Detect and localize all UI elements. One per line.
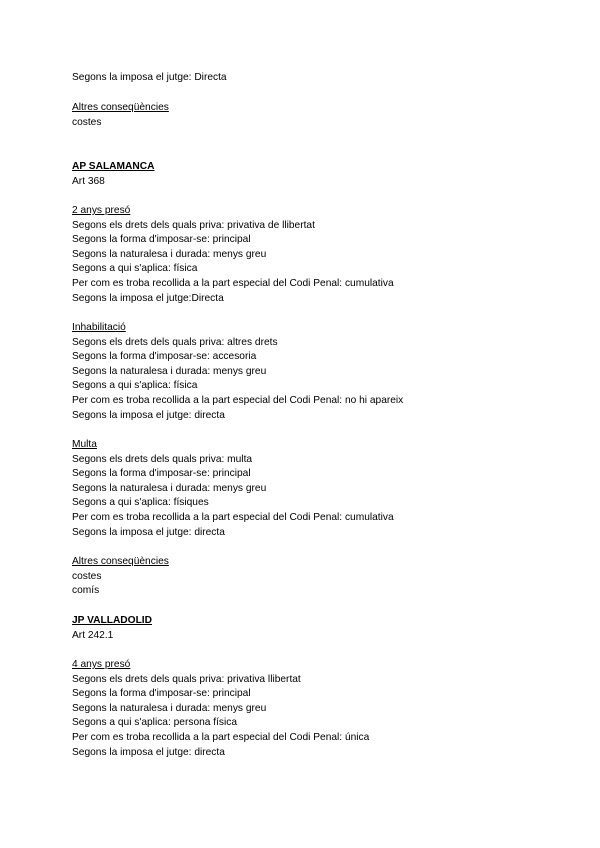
valladolid-preso-block <box>72 658 552 760</box>
article-ref: Art 368 <box>72 175 105 187</box>
penalty-line: Segons la imposa el jutge: directa <box>72 526 225 538</box>
intro-altres-block <box>72 101 552 130</box>
penalty-line: Segons la naturalesa i durada: menys greu <box>72 248 267 260</box>
altres-heading: Altres conseqüències <box>72 556 169 567</box>
penalty-line: Segons la naturalesa i durada: menys greu <box>72 702 267 714</box>
altres-item: comís <box>72 585 100 597</box>
section-title: JP VALLADOLID <box>72 615 152 626</box>
penalty-line: Segons la naturalesa i durada: menys greu <box>72 365 267 377</box>
article-ref: Art 242.1 <box>72 629 114 641</box>
intro-jutge-block <box>72 71 552 86</box>
salamanca-altres-block <box>72 555 552 599</box>
section-title: AP SALAMANCA <box>72 161 155 172</box>
penalty-line: Per com es troba recollida a la part especial del Codi Penal: cumulativa <box>72 277 394 289</box>
penalty-line: Per com es troba recollida a la part especial del Codi Penal: cumulativa <box>72 511 394 523</box>
penalty-heading: 4 anys presó <box>72 659 131 670</box>
penalty-line: Per com es troba recollida a la part especial del Codi Penal: única <box>72 731 370 743</box>
altres-item: costes <box>72 570 102 582</box>
penalty-heading: Multa <box>72 439 97 450</box>
penalty-line: Segons els drets dels quals priva: privativa de llibertat <box>72 219 315 231</box>
penalty-line: Segons a qui s'aplica: física <box>72 263 198 275</box>
salamanca-preso-block <box>72 204 552 306</box>
penalty-line: Segons a qui s'aplica: física <box>72 380 198 392</box>
penalty-line: Segons els drets dels quals priva: privativa llibertat <box>72 673 301 685</box>
penalty-line: Segons la forma d'imposar-se: principal <box>72 468 251 480</box>
penalty-line: Segons els drets dels quals priva: altres drets <box>72 336 278 348</box>
penalty-line: Segons a qui s'aplica: físiques <box>72 497 209 509</box>
penalty-line: Segons la forma d'imposar-se: principal <box>72 688 251 700</box>
salamanca-title-block <box>72 160 552 189</box>
penalty-line: Segons la imposa el jutge: directa <box>72 409 225 421</box>
penalty-line: Per com es troba recollida a la part especial del Codi Penal: no hi apareix <box>72 394 404 406</box>
penalty-line: Segons la imposa el jutge:Directa <box>72 292 224 304</box>
penalty-line: Segons la imposa el jutge: directa <box>72 746 225 758</box>
salamanca-inhabilitacio-block <box>72 321 552 423</box>
valladolid-title-block <box>72 614 552 643</box>
salamanca-multa-block <box>72 438 552 540</box>
penalty-heading: Inhabilitació <box>72 322 126 333</box>
altres-item: costes <box>72 116 102 128</box>
penalty-heading: 2 anys presó <box>72 205 131 216</box>
penalty-line: Segons a qui s'aplica: persona física <box>72 717 238 729</box>
penalty-line: Segons la forma d'imposar-se: accesoria <box>72 351 257 363</box>
penalty-line: Segons la forma d'imposar-se: principal <box>72 234 251 246</box>
altres-heading: Altres conseqüències <box>72 102 169 113</box>
penalty-line: Segons els drets dels quals priva: multa <box>72 453 253 465</box>
penalty-line: Segons la naturalesa i durada: menys greu <box>72 482 267 494</box>
jutge-line: Segons la imposa el jutge: Directa <box>72 72 227 83</box>
